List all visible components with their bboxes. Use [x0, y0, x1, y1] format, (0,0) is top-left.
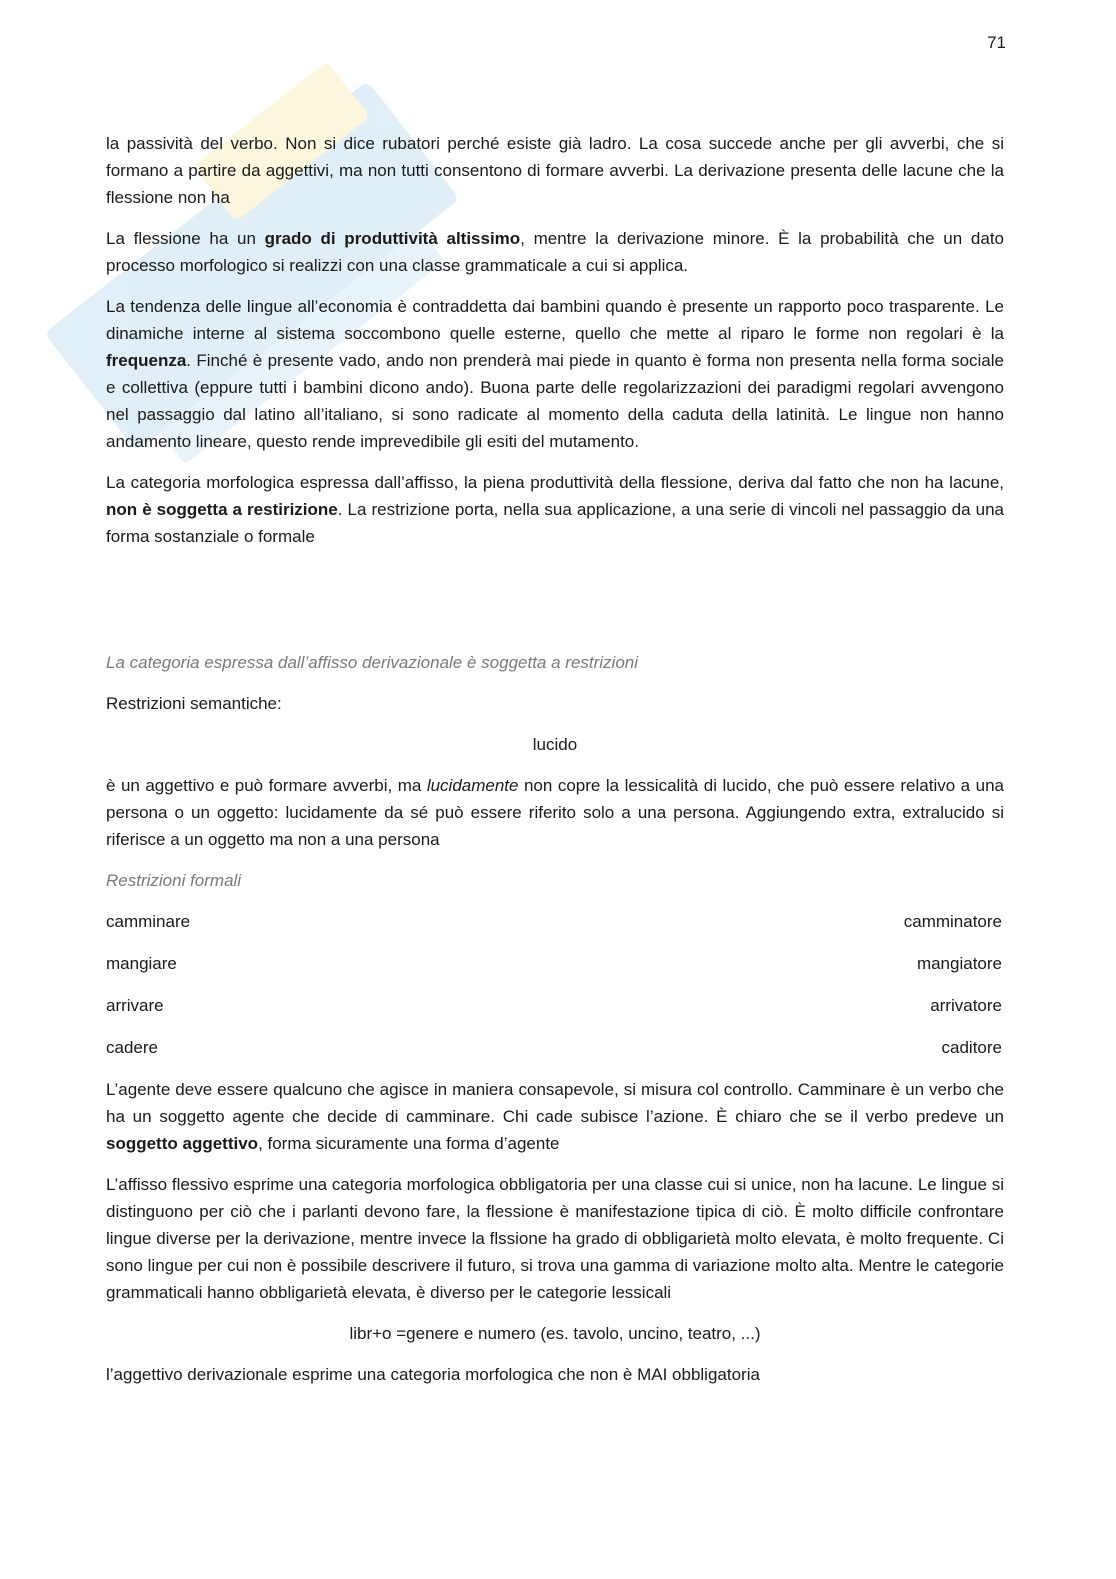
- word-pair-row: [106, 1034, 1004, 1061]
- paragraph: è un aggettivo e può formare avverbi, ma lucidamente non copre la lessicalità di lucido, che può essere relativo a una persona o un oggetto: lucidamente da sé può essere riferito solo a una persona. Aggiungendo extra, extralucido si riferisce a un oggetto ma non a una persona: [106, 776, 1004, 849]
- bold-term: grado di produttività altissimo: [264, 229, 521, 248]
- paragraph: La categoria morfologica espressa dall’affisso, la piena produttività della flessione, deriva dal fatto che non ha lacune, non è soggetta a restirizione. La restrizione porta, nella sua applicazione, a una serie di vincoli nel passaggio da una forma sostanziale o formale: [106, 473, 1004, 546]
- verb-word: arrivare: [106, 996, 164, 1015]
- verb-word: cadere: [106, 1038, 158, 1057]
- word-pair-row: [106, 950, 1004, 977]
- agent-word: caditore: [941, 1038, 1002, 1057]
- bold-term: non è soggetta a restirizione: [106, 500, 338, 519]
- section-subheading: Restrizioni formali: [106, 871, 242, 890]
- example-line: libr+o =genere e numero (es. tavolo, uncino, teatro, ...): [349, 1324, 761, 1343]
- agent-word: mangiatore: [916, 954, 1002, 973]
- word-pair-row: [106, 992, 1004, 1019]
- page-number: 71: [987, 33, 1006, 52]
- paragraph: L’agente deve essere qualcuno che agisce in maniera consapevole, si misura col controllo. Camminare è un verbo che ha un soggetto agente che decide di camminare. Chi cade subisce l’azione. È chiaro che se il verbo predeve un soggetto aggettivo, forma sicuramente una forma d’agente: [106, 1080, 1004, 1153]
- example-word: lucido: [532, 735, 578, 754]
- bold-term: frequenza: [106, 351, 187, 370]
- agent-word: camminatore: [903, 912, 1002, 931]
- paragraph: La tendenza delle lingue all’economia è contraddetta dai bambini quando è presente un rapporto poco trasparente. Le dinamiche interne al sistema soccombono quelle esterne, quello che mette al riparo le forme non regolari è la frequenza. Finché è presente vado, ando non prenderà mai piede in quanto è forma non presenta nella forma sociale e collettiva (eppure tutti i bambini dicono ando). Buona parte delle regolarizzazioni dei paradigmi regolari avvengono nel passaggio dal latino all’italiano, si sono radicate al momento della caduta della latinità. Le lingue non hanno andamento lineare, questo rende imprevedibile gli esiti del mutamento.: [106, 297, 1004, 451]
- verb-word: mangiare: [106, 954, 177, 973]
- paragraph: La flessione ha un grado di produttività altissimo, mentre la derivazione minore. È la probabilità che un dato processo morfologico si realizzi con una classe grammaticale a cui si applica.: [106, 229, 1004, 275]
- paragraph: L’affisso flessivo esprime una categoria morfologica obbligatoria per una classe cui si unice, non ha lacune. Le lingue si distinguono per ciò che i parlanti devono fare, la flessione è manifestazione tipica di ciò. È molto difficile confrontare lingue diverse per la derivazione, mentre invece la flssione ha grado di obbligarietà molto elevata, è molto frequente. Ci sono lingue per cui non è possibile descrivere il futuro, si trova una gamma di variazione molto alta. Mentre le categorie grammaticali hanno obbligarietà elevata, è diverso per le categorie lessicali: [106, 1175, 1004, 1302]
- agent-word: arrivatore: [930, 996, 1002, 1015]
- section-subheading: La categoria espressa dall’affisso derivazionale è soggetta a restrizioni: [106, 653, 639, 672]
- word-pair-row: [106, 908, 1004, 935]
- document-body: [106, 130, 1004, 1402]
- verb-word: camminare: [106, 912, 191, 931]
- paragraph: la passività del verbo. Non si dice rubatori perché esiste già ladro. La cosa succede anche per gli avverbi, che si formano a partire da aggettivi, ma non tutti consentono di formare avverbi. La derivazione presenta delle lacune che la flessione non ha: [106, 134, 1004, 207]
- bold-term: soggetto aggettivo: [106, 1134, 259, 1153]
- italic-term: lucidamente: [426, 776, 519, 795]
- paragraph: l’aggettivo derivazionale esprime una categoria morfologica che non è MAI obbligatoria: [106, 1365, 760, 1384]
- section-label: Restrizioni semantiche:: [106, 694, 282, 713]
